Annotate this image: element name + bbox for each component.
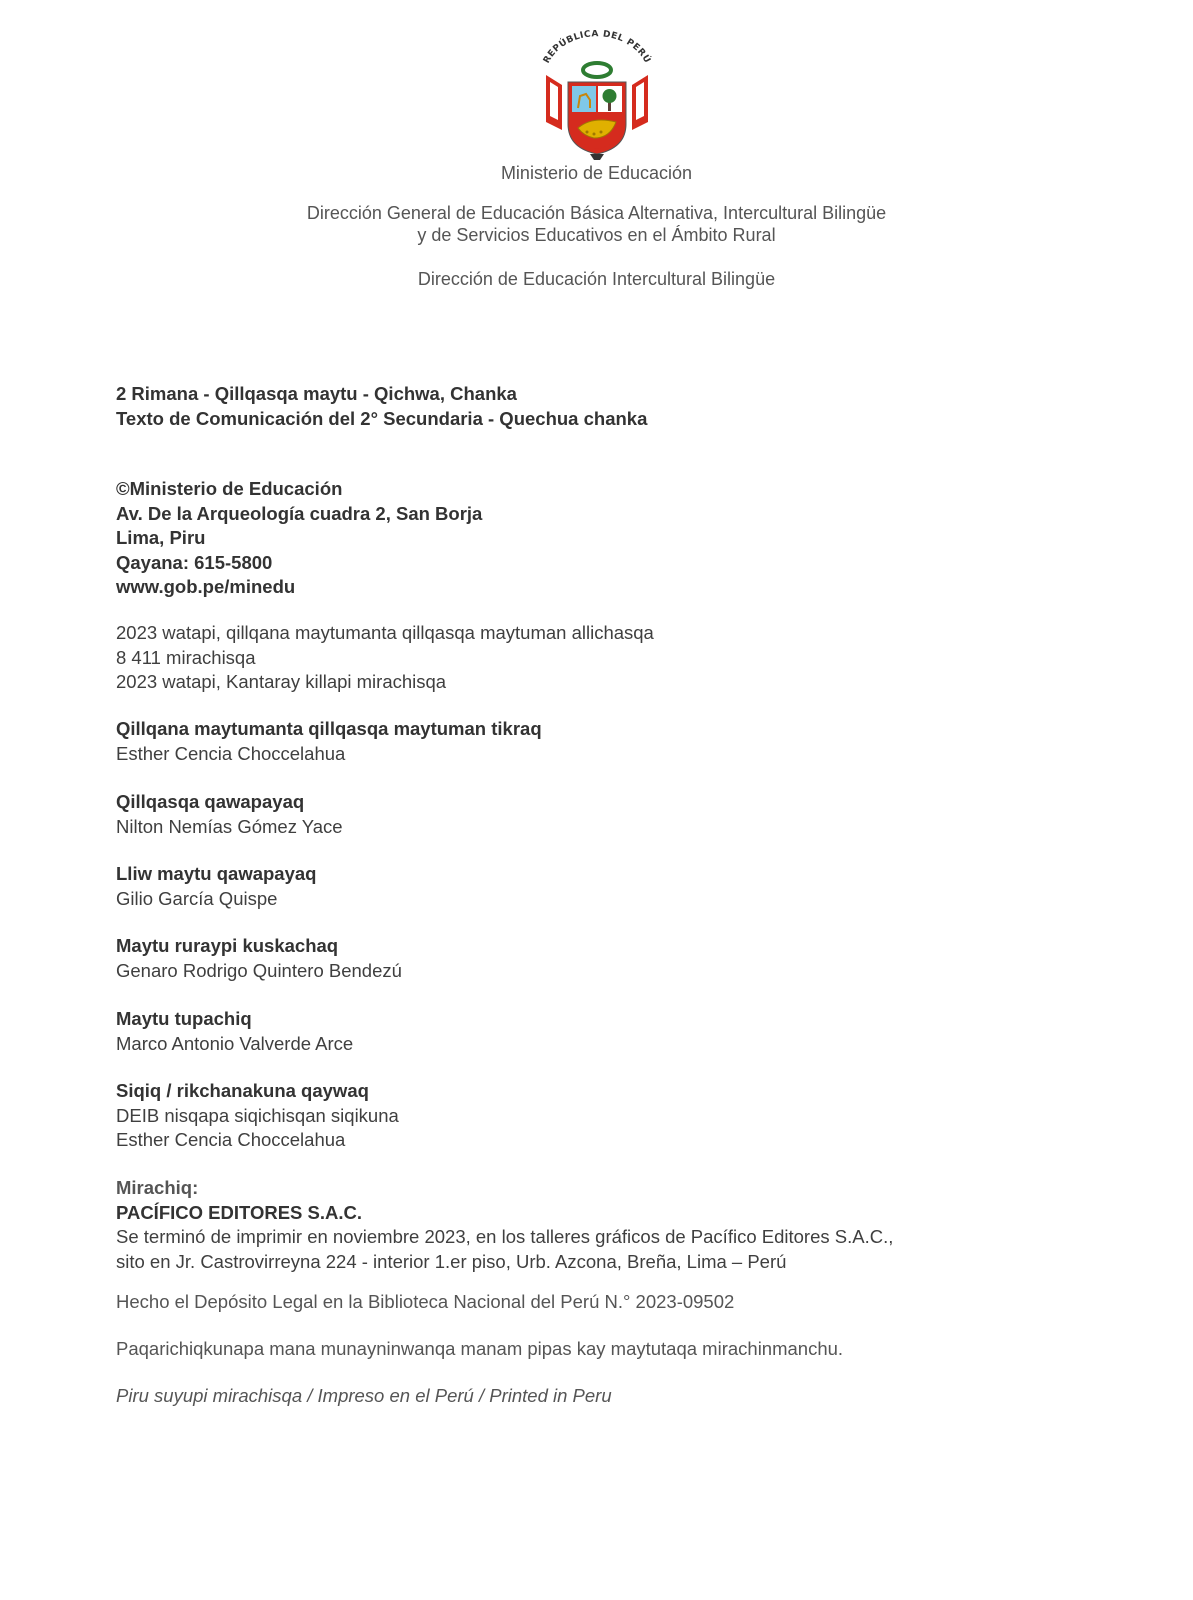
book-title	[116, 382, 1116, 431]
credit-name: DEIB nisqapa siqichisqan siqikuna	[116, 1104, 399, 1126]
publisher-info	[116, 477, 1116, 600]
coat-of-arms-emblem	[532, 30, 662, 164]
emblem-text: REPÚBLICA DEL PERÚ	[541, 30, 653, 66]
printer-info	[116, 1176, 1116, 1274]
rights-notice: Paqarichiqkunapa mana munayninwanqa manam pipas kay maytutaqa mirachinmanchu.	[116, 1338, 844, 1359]
credit-finisher	[116, 1007, 1116, 1056]
credit-role: Maytu tupachiq	[116, 1008, 252, 1029]
legal-deposit: Hecho el Depósito Legal en la Biblioteca Nacional del Perú N.° 2023-09502	[116, 1291, 735, 1312]
credit-layout	[116, 934, 1116, 983]
credit-name: Marco Antonio Valverde Arce	[116, 1032, 354, 1054]
general-direction-line1: Dirección General de Educación Básica Alternativa, Intercultural Bilingüe	[306, 203, 887, 223]
credit-role: Siqiq / rikchanakuna qaywaq	[116, 1080, 369, 1101]
printer-line1: Se terminó de imprimir en noviembre 2023, en los talleres gráficos de Pacífico Editores S.A.C.,	[116, 1226, 894, 1247]
credit-name: Esther Cencia Choccelahua	[116, 1129, 346, 1150]
credit-role: Lliw maytu qawapayaq	[116, 863, 317, 884]
printer-line2: sito en Jr. Castrovirreyna 224 - interior 1.er piso, Urb. Azcona, Breña, Lima – Perú	[116, 1250, 787, 1272]
edition-info	[116, 621, 1116, 695]
city: Lima, Piru	[116, 527, 206, 548]
printed-in: Piru suyupi mirachisqa / Impreso en el Perú / Printed in Peru	[116, 1385, 612, 1406]
print-date: 2023 watapi, Kantaray killapi mirachisqa	[116, 671, 447, 692]
credit-name: Esther Cencia Choccelahua	[116, 742, 346, 764]
credit-translator	[116, 717, 1116, 766]
credit-name: Gilio García Quispe	[116, 887, 278, 909]
credit-name: Nilton Nemías Gómez Yace	[116, 815, 343, 837]
copyright: ©Ministerio de Educación	[116, 478, 343, 499]
printer-name: PACÍFICO EDITORES S.A.C.	[116, 1201, 363, 1223]
address: Av. De la Arqueología cuadra 2, San Borja	[116, 502, 483, 524]
credit-name: Genaro Rodrigo Quintero Bendezú	[116, 959, 402, 981]
credit-book-reviewer	[116, 862, 1116, 911]
book-title-spanish: Texto de Comunicación del 2° Secundaria - Quechua chanka	[116, 407, 648, 429]
credit-role: Maytu ruraypi kuskachaq	[116, 935, 339, 956]
phone: Qayana: 615-5800	[116, 551, 273, 573]
credit-illustrator	[116, 1079, 1116, 1153]
direction-name: Dirección de Educación Intercultural Bilingüe	[417, 269, 776, 289]
website: www.gob.pe/minedu	[116, 576, 296, 597]
credit-role: Qillqana maytumanta qillqasqa maytuman tikraq	[116, 718, 542, 739]
general-direction-line2: y de Servicios Educativos en el Ámbito Rural	[417, 225, 776, 245]
ministry-name: Ministerio de Educación	[500, 163, 693, 183]
book-title-quechua: 2 Rimana - Qillqasqa maytu - Qichwa, Chanka	[116, 383, 517, 404]
credit-text-reviewer	[116, 790, 1116, 839]
print-run: 8 411 mirachisqa	[116, 646, 256, 668]
svg-text:REPÚBLICA DEL PERÚ	[542, 30, 654, 65]
printer-label: Mirachiq:	[116, 1177, 199, 1198]
edition-line: 2023 watapi, qillqana maytumanta qillqasqa maytuman allichasqa	[116, 622, 654, 643]
credit-role: Qillqasqa qawapayaq	[116, 791, 305, 812]
